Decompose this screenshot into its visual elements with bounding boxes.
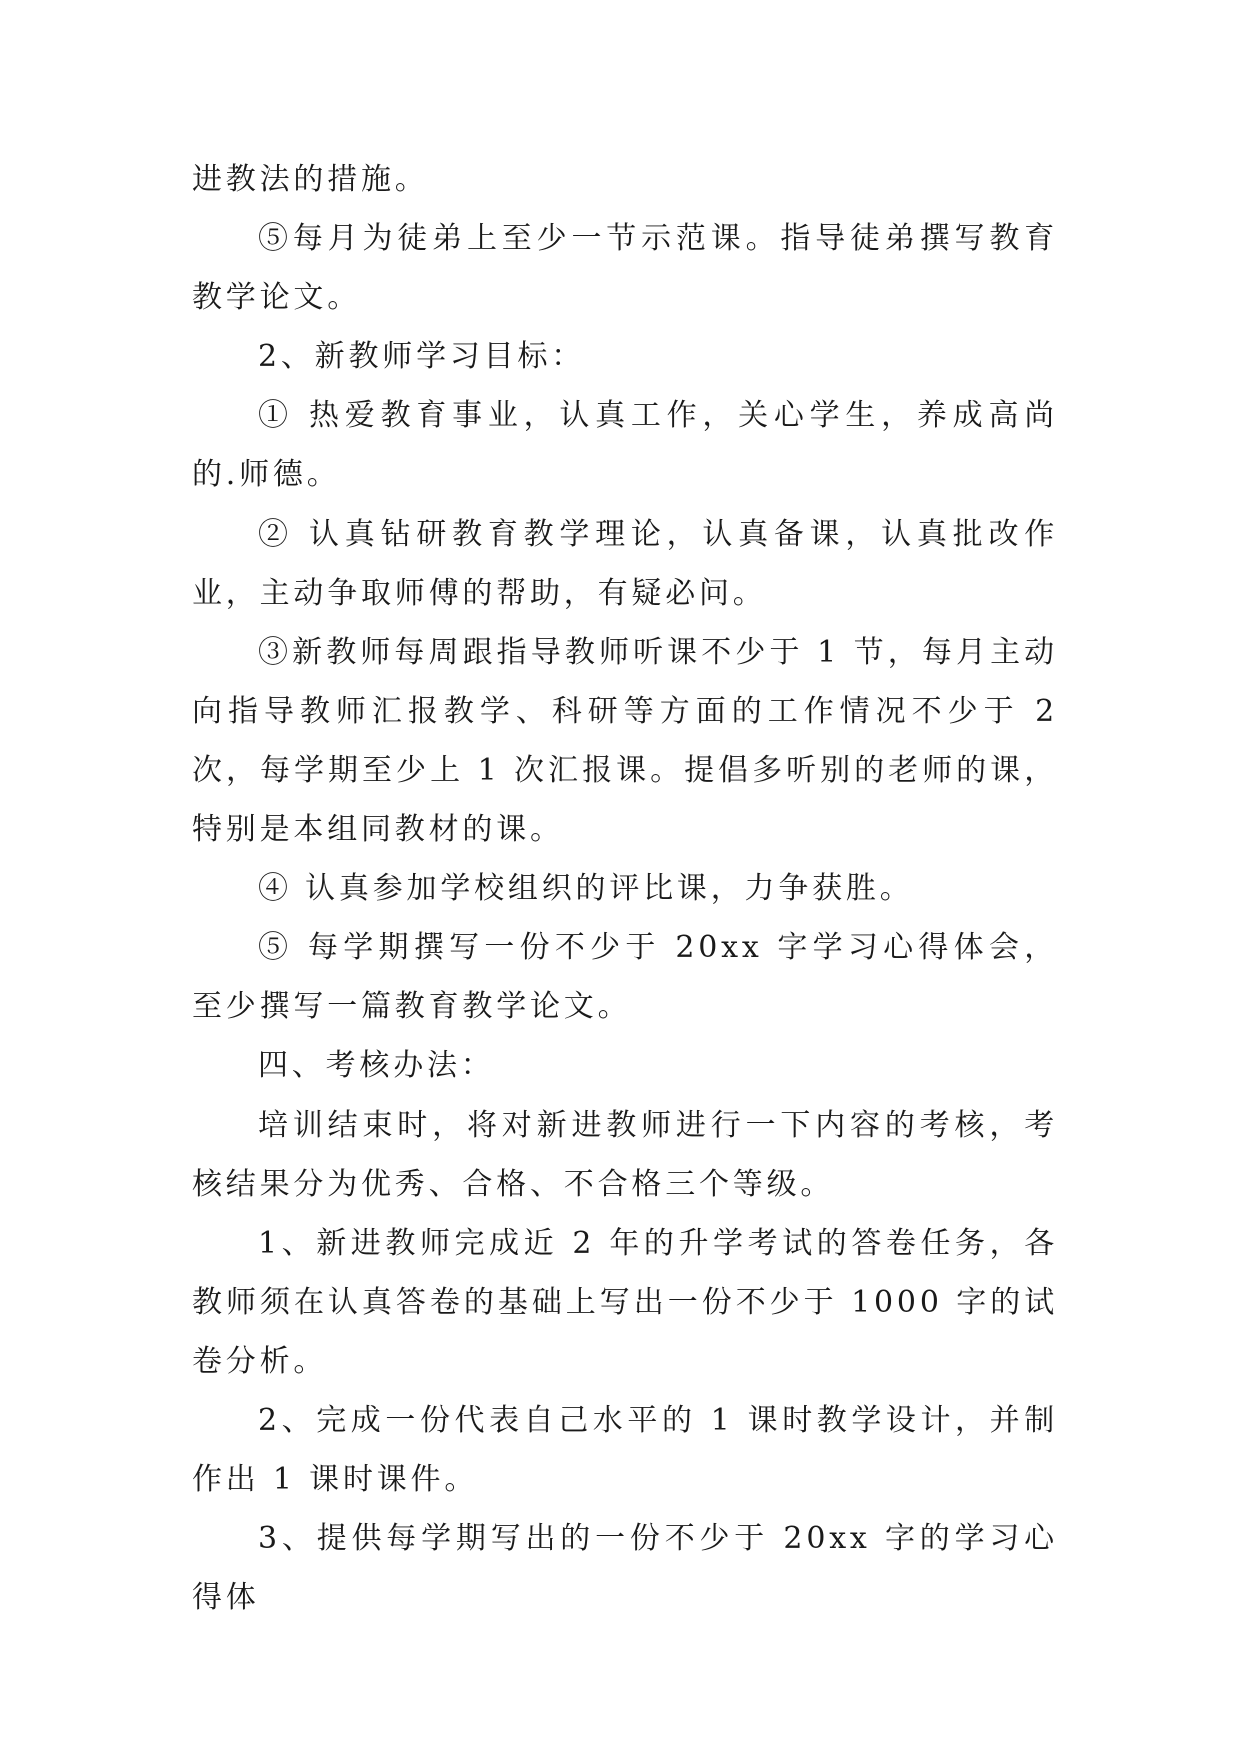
paragraph: ② 认真钻研教育教学理论，认真备课，认真批改作业，主动争取师傅的帮助，有疑必问。 [192,516,1058,611]
paragraph: 2、新教师学习目标： [258,339,586,375]
paragraph: 2、完成一份代表自己水平的 1 课时教学设计，并制作出 1 课时课件。 [192,1402,1058,1498]
paragraph: ⑤每月为徒弟上至少一节示范课。指导徒弟撰写教育教学论文。 [192,221,1058,316]
paragraph: ① 热爱教育事业，认真工作，关心学生，养成高尚的.师德。 [192,398,1058,493]
paragraph: ④ 认真参加学校组织的评比课，力争获胜。 [258,871,914,907]
paragraph: 培训结束时，将对新进教师进行一下内容的考核，考核结果分为优秀、合格、不合格三个等级。 [192,1107,1058,1202]
document-body [192,150,1058,1627]
paragraph: 1、新进教师完成近 2 年的升学考试的答卷任务，各教师须在认真答卷的基础上写出一份不少于 1000 字的试卷分析。 [192,1225,1058,1379]
section-heading: 四、考核办法： [258,1048,495,1084]
paragraph: ③新教师每周跟指导教师听课不少于 1 节，每月主动向指导教师汇报教学、科研等方面的工作情况不少于 2 次，每学期至少上 1 次汇报课。提倡多听别的老师的课，特别是本组同教材的课。 [192,634,1058,848]
paragraph: ⑤ 每学期撰写一份不少于 20xx 字学习心得体会，至少撰写一篇教育教学论文。 [192,930,1058,1025]
paragraph: 3、提供每学期写出的一份不少于 20xx 字的学习心得体 [192,1521,1058,1616]
paragraph: 进教法的措施。 [192,162,429,197]
